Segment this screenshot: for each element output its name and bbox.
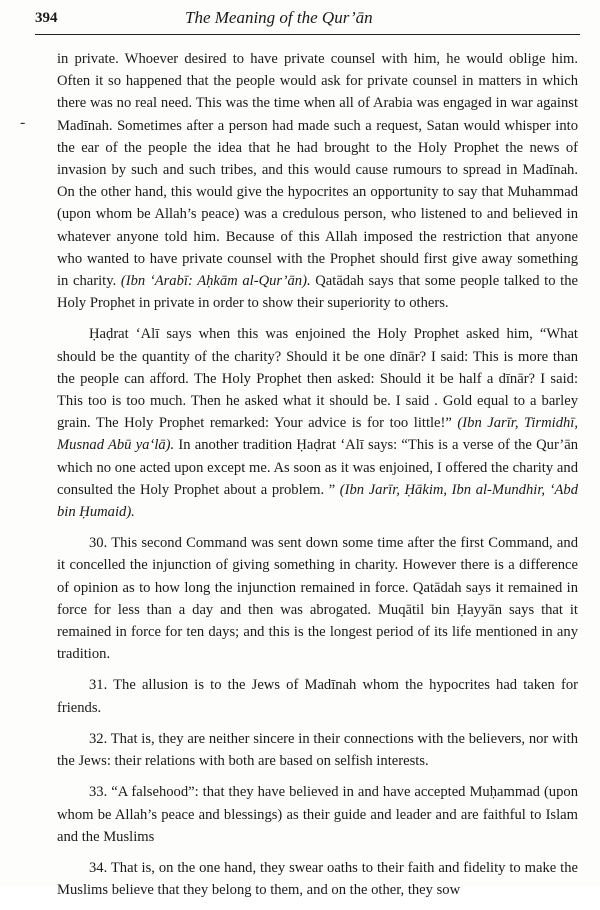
- source-citation: (Ibn Jarīr, Tirmidhī, Musnad Abū ya‘lā).: [57, 415, 578, 454]
- paragraph-text: 34. That is, on the one hand, they swear oaths to their faith and fidelity to make the Muslims believe that they belong to them, and on the other, they sow: [57, 859, 578, 899]
- paragraph-text: 33. “A falsehood”: that they have believed in and have accepted Muḥammad (upon whom be Allah’s peace and blessings) as their guide and leader and are faithful to Islam and the Muslims: [57, 784, 578, 845]
- paragraph-text: in private. Whoever desired to have private counsel with him, he would oblige him. Often it so happened that the people would ask for private counsel in matters in which there was no real need. This was the time when all of Arabia was engaged in war against Madīnah. Sometimes after a person had made such a request, Satan would whisper into the ear of the people the idea that he had brought to the Holy Prophet the news of invasion by such and such tribes, and this would cause rumours to spread in Madīnah. On the other hand, this would give the hypocrites an opportunity to say that Muhammad (upon whom be Allah’s peace) was a credulous person, who listened to and believed in whatever anyone told him. Because of this Allah imposed the restriction that anyone who wanted to have private counsel with the Prophet should first give away something in charity.: [57, 51, 578, 290]
- source-citation: (Ibn Jarīr, Ḥākim, Ibn al-Mundhir, ‘Abd bin Ḥumaid).: [57, 481, 578, 521]
- paragraph-p3: [57, 532, 578, 665]
- margin-mark: -: [20, 114, 26, 131]
- page-header: [35, 8, 580, 35]
- paragraph-p6: [57, 781, 578, 848]
- paragraph-text: Qatādah says that some people talked to the Holy Prophet in private in order to show their superiority to others.: [57, 273, 578, 312]
- page-number: 394: [35, 10, 58, 26]
- paragraph-text: 30. This second Command was sent down some time after the first Command, and it concelled the injunction of giving something in charity. However there is a difference of opinion as to how long the injunction remained in force. Qatādah says it remained in force for less than a day and then was abrogated. Muqātil bin Ḥayyān says that it remained in force for ten days; and this is the longest period of its life mentioned in any tradition.: [57, 535, 578, 663]
- paragraph-text: Ḥaḍrat ‘Alī says when this was enjoined the Holy Prophet asked him, “What should be the quantity of the charity? Should it be one dīnār? I said: This is more than the people can afford. The Holy Prophet then asked: Should it be half a dīnār? I said: This too is too much. Then he asked what it should be. I said . Gold equal to a barley grain. The Holy Prophet remarked: Your advice is for too little!”: [57, 326, 578, 432]
- paragraph-text: 32. That is, they are neither sincere in their connections with the believers, nor with the Jews: their relations with both are based on selfish interests.: [57, 730, 578, 770]
- paragraph-p5: [57, 728, 578, 772]
- running-title: The Meaning of the Qur’ān: [185, 8, 373, 27]
- paragraph-p7: [57, 857, 578, 901]
- paragraph-text: 31. The allusion is to the Jews of Madīnah whom the hypocrites had taken for friends.: [57, 677, 578, 716]
- paragraph-p1: [57, 48, 578, 314]
- paragraph-p4: [57, 674, 578, 718]
- paragraph-p2: [57, 323, 578, 523]
- paragraph-text: In another tradition Ḥaḍrat ‘Alī says: “This is a verse of the Qur’ān which no one acted upon except me. As soon as it was enjoined, I offered the charity and consulted the Holy Prophet about a problem. ”: [57, 437, 578, 498]
- page-body: [57, 48, 578, 910]
- source-citation: (Ibn ‘Arabī: Aḥkām al-Qur’ān).: [120, 273, 311, 290]
